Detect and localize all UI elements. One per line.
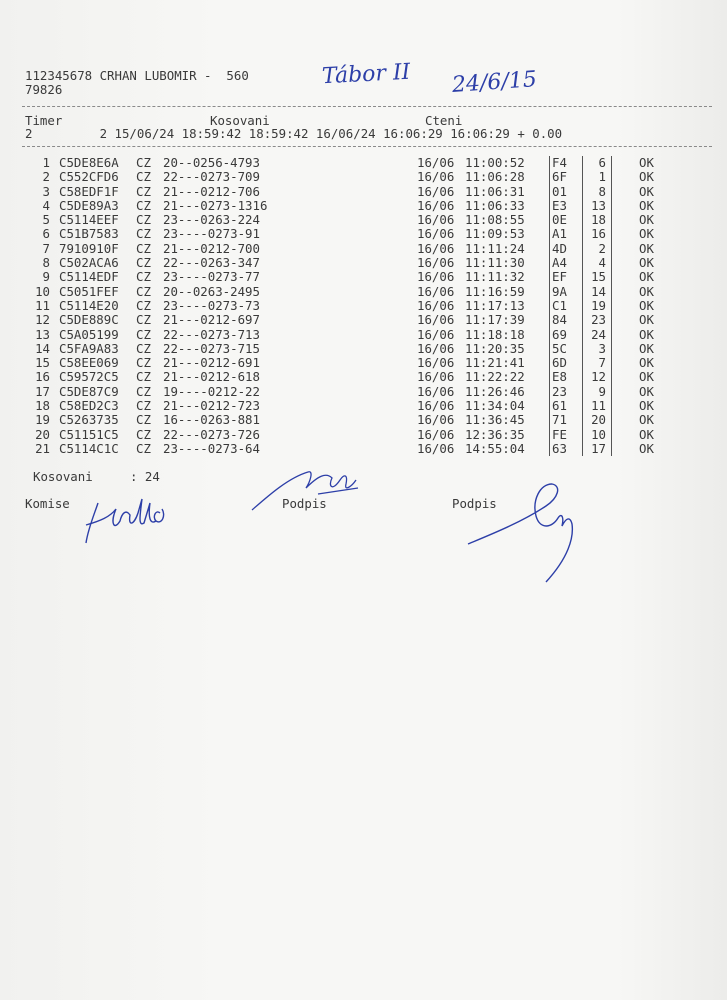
signature-komise xyxy=(80,495,190,550)
arrival-date: 16/06 xyxy=(417,226,455,242)
hex-code: E3 xyxy=(552,197,567,213)
arrival-time: 11:09:53 xyxy=(465,226,525,242)
row-index: 3 xyxy=(42,183,50,199)
status-ok: OK xyxy=(639,269,654,285)
arrival-date: 16/06 xyxy=(417,426,455,442)
arrival-time: 11:34:04 xyxy=(465,398,525,414)
ring-number: 23----0273-64 xyxy=(163,440,260,456)
status-ok: OK xyxy=(639,340,654,356)
country-code: CZ xyxy=(136,312,151,328)
row-index: 1 xyxy=(42,155,50,170)
chip-code: C5DE8E6A xyxy=(59,155,119,170)
podpis-label-2: Podpis xyxy=(452,496,497,511)
row-index: 21 xyxy=(35,440,50,456)
status-ok: OK xyxy=(639,369,654,385)
pigeon-number: 19 xyxy=(591,297,606,313)
ring-number: 21---0212-618 xyxy=(163,369,260,385)
row-index: 15 xyxy=(35,355,50,371)
country-code: CZ xyxy=(136,369,151,385)
country-code: CZ xyxy=(136,355,151,371)
pigeon-number: 17 xyxy=(591,440,606,456)
country-code: CZ xyxy=(136,255,151,271)
arrival-date: 16/06 xyxy=(417,183,455,199)
arrival-date: 16/06 xyxy=(417,312,455,328)
chip-code: C5FA9A83 xyxy=(59,340,119,356)
hex-code: 0E xyxy=(552,212,567,228)
arrival-date: 16/06 xyxy=(417,283,455,299)
row-index: 14 xyxy=(35,340,50,356)
row-index: 4 xyxy=(42,197,50,213)
podpis-label-1: Podpis xyxy=(282,496,327,511)
arrival-date: 16/06 xyxy=(417,212,455,228)
ring-number: 21---0212-700 xyxy=(163,240,260,256)
hex-code: 01 xyxy=(552,183,567,199)
pigeon-number: 12 xyxy=(591,369,606,385)
table-row xyxy=(28,156,668,170)
table-row xyxy=(28,328,668,342)
country-code: CZ xyxy=(136,226,151,242)
chip-code: C552CFD6 xyxy=(59,169,119,185)
status-ok: OK xyxy=(639,297,654,313)
chip-code: C5114EDF xyxy=(59,269,119,285)
table-row xyxy=(28,270,668,284)
table-rule xyxy=(611,156,612,456)
status-ok: OK xyxy=(639,412,654,428)
country-code: CZ xyxy=(136,197,151,213)
country-code: CZ xyxy=(136,183,151,199)
arrival-time: 11:17:39 xyxy=(465,312,525,328)
pigeon-number: 1 xyxy=(598,169,606,185)
ring-number: 16---0263-881 xyxy=(163,412,260,428)
ring-number: 20--0263-2495 xyxy=(163,283,260,299)
pigeon-number: 15 xyxy=(591,269,606,285)
signature-podpis-2 xyxy=(462,478,582,588)
hex-code: A1 xyxy=(552,226,567,242)
pigeon-number: 3 xyxy=(598,340,606,356)
arrival-time: 11:06:33 xyxy=(465,197,525,213)
hex-code: FE xyxy=(552,426,567,442)
owner-id: 79826 xyxy=(25,82,63,97)
row-index: 7 xyxy=(42,240,50,256)
arrival-time: 11:22:22 xyxy=(465,369,525,385)
pigeon-number: 8 xyxy=(598,183,606,199)
table-row xyxy=(28,356,668,370)
country-code: CZ xyxy=(136,383,151,399)
table-row xyxy=(28,199,668,213)
pigeon-number: 2 xyxy=(598,240,606,256)
arrival-date: 16/06 xyxy=(417,240,455,256)
chip-code: C58EDF1F xyxy=(59,183,119,199)
ring-number: 23----0273-91 xyxy=(163,226,260,242)
status-ok: OK xyxy=(639,283,654,299)
arrival-time: 11:26:46 xyxy=(465,383,525,399)
pigeon-number: 7 xyxy=(598,355,606,371)
row-index: 6 xyxy=(42,226,50,242)
handwritten-place: Tábor II xyxy=(321,59,411,90)
arrival-time: 11:11:32 xyxy=(465,269,525,285)
chip-code: C5051FEF xyxy=(59,283,119,299)
status-ok: OK xyxy=(639,440,654,456)
arrival-date: 16/06 xyxy=(417,412,455,428)
arrival-time: 11:18:18 xyxy=(465,326,525,342)
hex-code: F4 xyxy=(552,155,567,170)
chip-code: C5DE87C9 xyxy=(59,383,119,399)
arrival-time: 12:36:35 xyxy=(465,426,525,442)
pigeon-number: 6 xyxy=(598,155,606,170)
pigeon-number: 20 xyxy=(591,412,606,428)
arrival-date: 16/06 xyxy=(417,169,455,185)
hex-code: C1 xyxy=(552,297,567,313)
status-ok: OK xyxy=(639,426,654,442)
chip-code: C5114C1C xyxy=(59,440,119,456)
country-code: CZ xyxy=(136,326,151,342)
divider-top xyxy=(22,106,712,107)
hex-code: 61 xyxy=(552,398,567,414)
col-kosovani: Kosovani xyxy=(210,113,270,128)
arrival-time: 11:20:35 xyxy=(465,340,525,356)
arrival-time: 11:06:31 xyxy=(465,183,525,199)
country-code: CZ xyxy=(136,297,151,313)
table-rule xyxy=(549,156,550,456)
arrival-time: 11:36:45 xyxy=(465,412,525,428)
ring-number: 21---0212-691 xyxy=(163,355,260,371)
country-code: CZ xyxy=(136,398,151,414)
hex-code: 63 xyxy=(552,440,567,456)
status-ok: OK xyxy=(639,383,654,399)
chip-code: C502ACA6 xyxy=(59,255,119,271)
country-code: CZ xyxy=(136,440,151,456)
ring-number: 21---0212-706 xyxy=(163,183,260,199)
table-row xyxy=(28,342,668,356)
ring-number: 20--0256-4793 xyxy=(163,155,260,170)
arrival-date: 16/06 xyxy=(417,155,455,170)
pigeon-number: 10 xyxy=(591,426,606,442)
ring-number: 21---0273-1316 xyxy=(163,197,268,213)
hex-code: 69 xyxy=(552,326,567,342)
hex-code: 71 xyxy=(552,412,567,428)
arrival-time: 11:11:24 xyxy=(465,240,525,256)
pigeon-number: 11 xyxy=(591,398,606,414)
arrival-time: 11:06:28 xyxy=(465,169,525,185)
timer-row: 2 2 15/06/24 18:59:42 18:59:42 16/06/24 16:06:29 16:06:29 + 0.00 xyxy=(25,126,563,141)
status-ok: OK xyxy=(639,226,654,242)
status-ok: OK xyxy=(639,212,654,228)
arrival-date: 16/06 xyxy=(417,255,455,271)
status-ok: OK xyxy=(639,312,654,328)
row-index: 10 xyxy=(35,283,50,299)
ring-number: 23---0263-224 xyxy=(163,212,260,228)
status-ok: OK xyxy=(639,255,654,271)
hex-code: 6D xyxy=(552,355,567,371)
row-index: 8 xyxy=(42,255,50,271)
hex-code: E8 xyxy=(552,369,567,385)
status-ok: OK xyxy=(639,398,654,414)
chip-code: C58ED2C3 xyxy=(59,398,119,414)
country-code: CZ xyxy=(136,269,151,285)
arrival-date: 16/06 xyxy=(417,340,455,356)
row-index: 17 xyxy=(35,383,50,399)
arrival-time: 11:08:55 xyxy=(465,212,525,228)
arrival-date: 16/06 xyxy=(417,326,455,342)
chip-code: 7910910F xyxy=(59,240,119,256)
country-code: CZ xyxy=(136,340,151,356)
pigeon-number: 9 xyxy=(598,383,606,399)
handwritten-date: 24/6/15 xyxy=(451,67,538,98)
row-index: 5 xyxy=(42,212,50,228)
table-row xyxy=(28,313,668,327)
hex-code: 6F xyxy=(552,169,567,185)
hex-code: A4 xyxy=(552,255,567,271)
table-row xyxy=(28,413,668,427)
results-table xyxy=(28,156,668,456)
chip-code: C59572C5 xyxy=(59,369,119,385)
arrival-time: 11:16:59 xyxy=(465,283,525,299)
hex-code: 23 xyxy=(552,383,567,399)
ring-number: 23----0273-73 xyxy=(163,297,260,313)
status-ok: OK xyxy=(639,155,654,170)
table-row xyxy=(28,299,668,313)
ring-number: 21---0212-697 xyxy=(163,312,260,328)
arrival-time: 11:17:13 xyxy=(465,297,525,313)
table-rule xyxy=(582,156,583,456)
table-row xyxy=(28,385,668,399)
pigeon-number: 14 xyxy=(591,283,606,299)
chip-code: C5114E20 xyxy=(59,297,119,313)
arrival-date: 16/06 xyxy=(417,383,455,399)
row-index: 11 xyxy=(35,297,50,313)
chip-code: C58EE069 xyxy=(59,355,119,371)
arrival-date: 16/06 xyxy=(417,197,455,213)
hex-code: 4D xyxy=(552,240,567,256)
arrival-date: 16/06 xyxy=(417,398,455,414)
arrival-date: 16/06 xyxy=(417,297,455,313)
chip-code: C5114EEF xyxy=(59,212,119,228)
arrival-date: 16/06 xyxy=(417,369,455,385)
ring-number: 22---0273-709 xyxy=(163,169,260,185)
pigeon-number: 23 xyxy=(591,312,606,328)
row-index: 13 xyxy=(35,326,50,342)
table-row xyxy=(28,213,668,227)
row-index: 2 xyxy=(42,169,50,185)
table-row xyxy=(28,285,668,299)
chip-code: C5DE889C xyxy=(59,312,119,328)
ring-number: 22---0273-726 xyxy=(163,426,260,442)
komise-label: Komise xyxy=(25,496,70,511)
pigeon-number: 18 xyxy=(591,212,606,228)
status-ok: OK xyxy=(639,169,654,185)
ring-number: 21---0212-723 xyxy=(163,398,260,414)
row-index: 19 xyxy=(35,412,50,428)
ring-number: 22---0273-715 xyxy=(163,340,260,356)
ring-number: 19----0212-22 xyxy=(163,383,260,399)
country-code: CZ xyxy=(136,240,151,256)
country-code: CZ xyxy=(136,155,151,170)
chip-code: C5DE89A3 xyxy=(59,197,119,213)
table-row xyxy=(28,185,668,199)
table-row xyxy=(28,170,668,184)
arrival-date: 16/06 xyxy=(417,355,455,371)
arrival-time: 11:21:41 xyxy=(465,355,525,371)
arrival-time: 14:55:04 xyxy=(465,440,525,456)
table-row xyxy=(28,370,668,384)
chip-code: C51151C5 xyxy=(59,426,119,442)
table-row xyxy=(28,428,668,442)
owner-header: 112345678 CRHAN LUBOMIR - 560 xyxy=(25,68,249,83)
row-index: 16 xyxy=(35,369,50,385)
chip-code: C51B7583 xyxy=(59,226,119,242)
pigeon-number: 16 xyxy=(591,226,606,242)
signature-podpis-1 xyxy=(248,466,368,516)
kosovani-count: Kosovani : 24 xyxy=(33,469,160,484)
arrival-date: 16/06 xyxy=(417,440,455,456)
chip-code: C5A05199 xyxy=(59,326,119,342)
country-code: CZ xyxy=(136,283,151,299)
hex-code: 84 xyxy=(552,312,567,328)
pigeon-number: 13 xyxy=(591,197,606,213)
country-code: CZ xyxy=(136,426,151,442)
status-ok: OK xyxy=(639,355,654,371)
status-ok: OK xyxy=(639,240,654,256)
row-index: 12 xyxy=(35,312,50,328)
table-row xyxy=(28,399,668,413)
country-code: CZ xyxy=(136,169,151,185)
country-code: CZ xyxy=(136,412,151,428)
col-timer: Timer xyxy=(25,113,63,128)
row-index: 9 xyxy=(42,269,50,285)
row-index: 18 xyxy=(35,398,50,414)
hex-code: 9A xyxy=(552,283,567,299)
col-cteni: Cteni xyxy=(425,113,463,128)
status-ok: OK xyxy=(639,197,654,213)
row-index: 20 xyxy=(35,426,50,442)
hex-code: EF xyxy=(552,269,567,285)
ring-number: 23----0273-77 xyxy=(163,269,260,285)
table-row xyxy=(28,227,668,241)
arrival-date: 16/06 xyxy=(417,269,455,285)
arrival-time: 11:00:52 xyxy=(465,155,525,170)
table-row xyxy=(28,256,668,270)
arrival-time: 11:11:30 xyxy=(465,255,525,271)
status-ok: OK xyxy=(639,326,654,342)
divider-bottom xyxy=(22,146,712,147)
ring-number: 22---0263-347 xyxy=(163,255,260,271)
ring-number: 22---0273-713 xyxy=(163,326,260,342)
country-code: CZ xyxy=(136,212,151,228)
pigeon-number: 4 xyxy=(598,255,606,271)
table-row xyxy=(28,442,668,456)
table-row xyxy=(28,242,668,256)
status-ok: OK xyxy=(639,183,654,199)
hex-code: 5C xyxy=(552,340,567,356)
chip-code: C5263735 xyxy=(59,412,119,428)
pigeon-number: 24 xyxy=(591,326,606,342)
